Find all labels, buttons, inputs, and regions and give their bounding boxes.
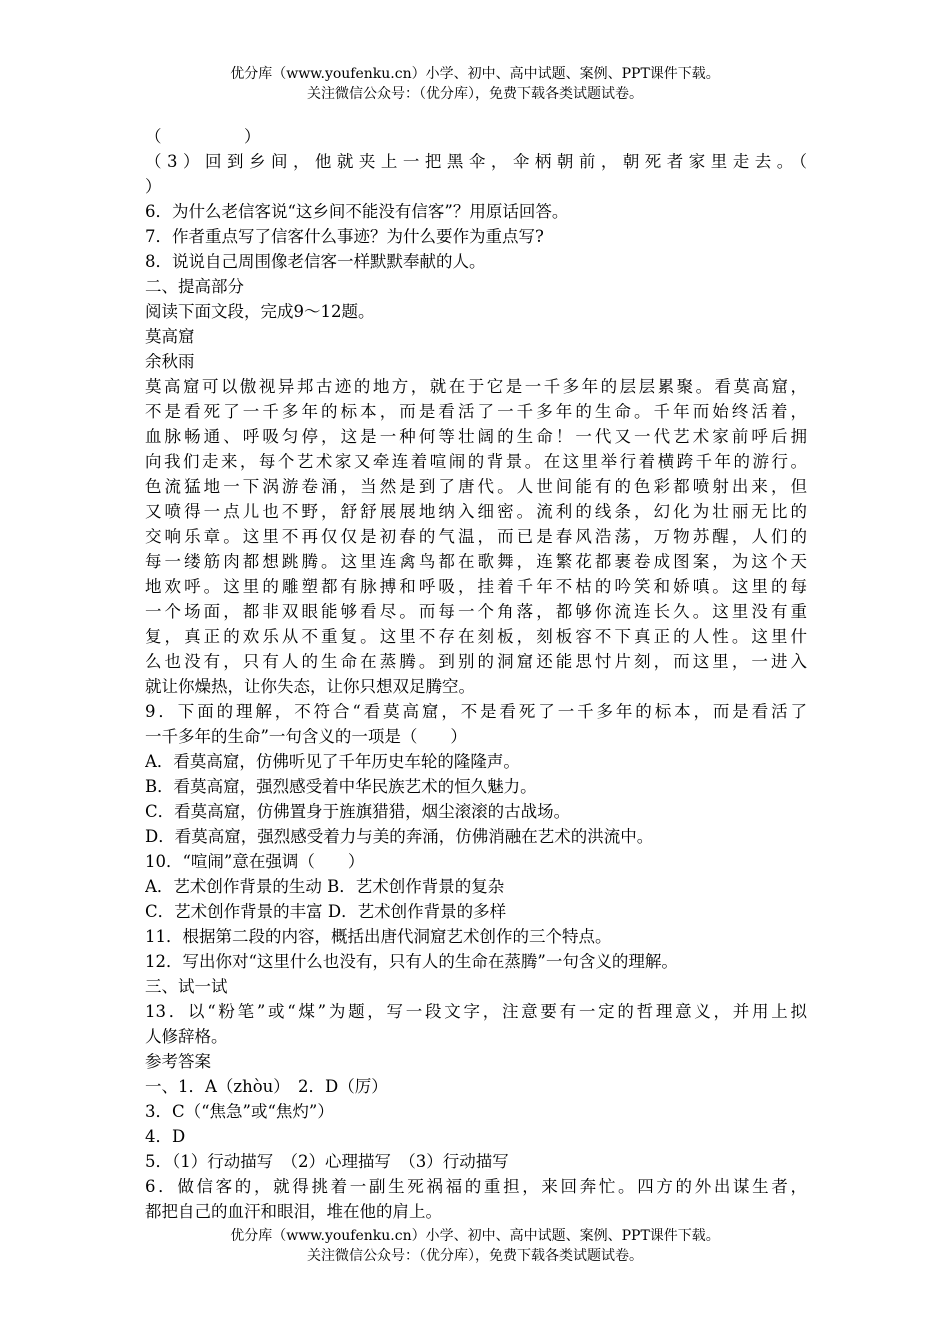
question-10: 10．“喧闹”意在强调（ ） xyxy=(145,852,365,871)
option-d: D．看莫高窟，强烈感受着力与美的奔涌，仿佛消融在艺术的洪流中。 xyxy=(145,827,654,846)
question-9: 9．下面的理解，不符合“看莫高窟，不是看死了一千多年的标本，而是看活了 xyxy=(145,702,807,721)
question-11: 11．根据第二段的内容，概括出唐代洞窟艺术创作的三个特点。 xyxy=(145,927,612,946)
section-heading-3: 三、试一试 xyxy=(145,977,228,996)
answer-line: 都把自己的血汗和眼泪，堆在他的肩上。 xyxy=(145,1202,442,1221)
document-body xyxy=(145,124,807,1224)
section-heading-2: 二、提高部分 xyxy=(145,277,244,296)
answers-heading: 参考答案 xyxy=(145,1052,211,1071)
footer-line-1: 优分库（www.youfenku.cn）小学、初中、高中试题、案例、PPT课件下载。 xyxy=(230,1228,720,1244)
passage-line: 不是看死了一千多年的标本，而是看活了一千多年的生命。千年而始终活着， xyxy=(145,402,807,421)
passage-line: 每一缕筋肉都想跳腾。这里连禽鸟都在歌舞，连繁花都裹卷成图案，为这个天 xyxy=(145,552,807,571)
passage-line: 色流猛地一下涡游卷涌，当然是到了唐代。人世间能有的色彩都喷射出来，但 xyxy=(145,477,807,496)
passage-line: 就让你燥热，让你失态，让你只想双足腾空。 xyxy=(145,677,475,696)
question-13: 13．以“粉笔”或“煤”为题，写一段文字，注意要有一定的哲理意义，并用上拟 xyxy=(145,1002,807,1021)
question-13-cont: 人修辞格。 xyxy=(145,1027,228,1046)
question-7: 7．作者重点写了信客什么事迹？为什么要作为重点写? xyxy=(145,227,544,246)
option-a: A．看莫高窟，仿佛听见了千年历史车轮的隆隆声。 xyxy=(145,752,520,771)
footer-line-2: 关注微信公众号：（优分库），免费下载各类试题试卷。 xyxy=(307,1248,643,1264)
question-8: 8．说说自己周围像老信客一样默默奉献的人。 xyxy=(145,252,486,271)
answer-line: 4．D xyxy=(145,1127,186,1146)
question-6: 6．为什么老信客说“这乡间不能没有信客”？用原话回答。 xyxy=(145,202,569,221)
passage-line: 地欢呼。这里的雕塑都有脉搏和呼吸，挂着千年不枯的吟笑和娇嗔。这里的每 xyxy=(145,577,807,596)
page-footer xyxy=(0,1226,950,1266)
text-line: （ ） xyxy=(145,127,261,146)
passage-line: 么也没有，只有人的生命在蒸腾。到别的洞窟还能思忖片刻，而这里，一进入 xyxy=(145,652,807,671)
passage-line: 复，真正的欢乐从不重复。这里不存在刻板，刻板容不下真正的人性。这里什 xyxy=(145,627,807,646)
passage-line: 血脉畅通、呼吸匀停，这是一种何等壮阔的生命！一代又一代艺术家前呼后拥 xyxy=(145,427,807,446)
option-c: C．看莫高窟，仿佛置身于旌旗猎猎，烟尘滚滚的古战场。 xyxy=(145,802,571,821)
page-header xyxy=(0,64,950,104)
passage-title: 莫高窟 xyxy=(145,327,195,346)
answer-line: 6．做信客的，就得挑着一副生死祸福的重担，来回奔忙。四方的外出谋生者， xyxy=(145,1177,807,1196)
text-line: （3）回到乡间，他就夹上一把黑伞，伞柄朝前，朝死者家里走去。（ xyxy=(145,152,807,171)
option-b: B．看莫高窟，强烈感受着中华民族艺术的恒久魅力。 xyxy=(145,777,537,796)
instruction-text: 阅读下面文段，完成9～12题。 xyxy=(145,302,375,321)
options-ab: A．艺术创作背景的生动 B．艺术创作背景的复杂 xyxy=(145,877,505,896)
passage-author: 余秋雨 xyxy=(145,352,195,371)
answer-line: 一、1．A（zhòu） 2．D（厉） xyxy=(145,1077,388,1096)
text-line: ） xyxy=(145,177,162,196)
answer-line: 5．（1）行动描写 （2）心理描写 （3）行动描写 xyxy=(145,1152,509,1171)
options-cd: C．艺术创作背景的丰富 D．艺术创作背景的多样 xyxy=(145,902,507,921)
passage-line: 莫高窟可以傲视异邦古迹的地方，就在于它是一千多年的层层累聚。看莫高窟， xyxy=(145,377,807,396)
answer-line: 3．C（“焦急”或“焦灼”） xyxy=(145,1102,334,1121)
header-line-2: 关注微信公众号：（优分库），免费下载各类试题试卷。 xyxy=(307,86,643,102)
passage-line: 又喷得一点儿也不野，舒舒展展地纳入细密。流利的线条，幻化为壮丽无比的 xyxy=(145,502,807,521)
passage-line: 向我们走来，每个艺术家又牵连着喧闹的背景。在这里举行着横跨千年的游行。 xyxy=(145,452,807,471)
question-12: 12．写出你对“这里什么也没有，只有人的生命在蒸腾”一句含义的理解。 xyxy=(145,952,678,971)
header-line-1: 优分库（www.youfenku.cn）小学、初中、高中试题、案例、PPT课件下载。 xyxy=(230,66,720,82)
question-9-cont: 一千多年的生命”一句含义的一项是（ ） xyxy=(145,727,467,746)
passage-line: 交响乐章。这里不再仅仅是初春的气温，而已是春风浩荡，万物苏醒，人们的 xyxy=(145,527,807,546)
passage-line: 一个场面，都非双眼能够看尽。而每一个角落，都够你流连长久。这里没有重 xyxy=(145,602,807,621)
